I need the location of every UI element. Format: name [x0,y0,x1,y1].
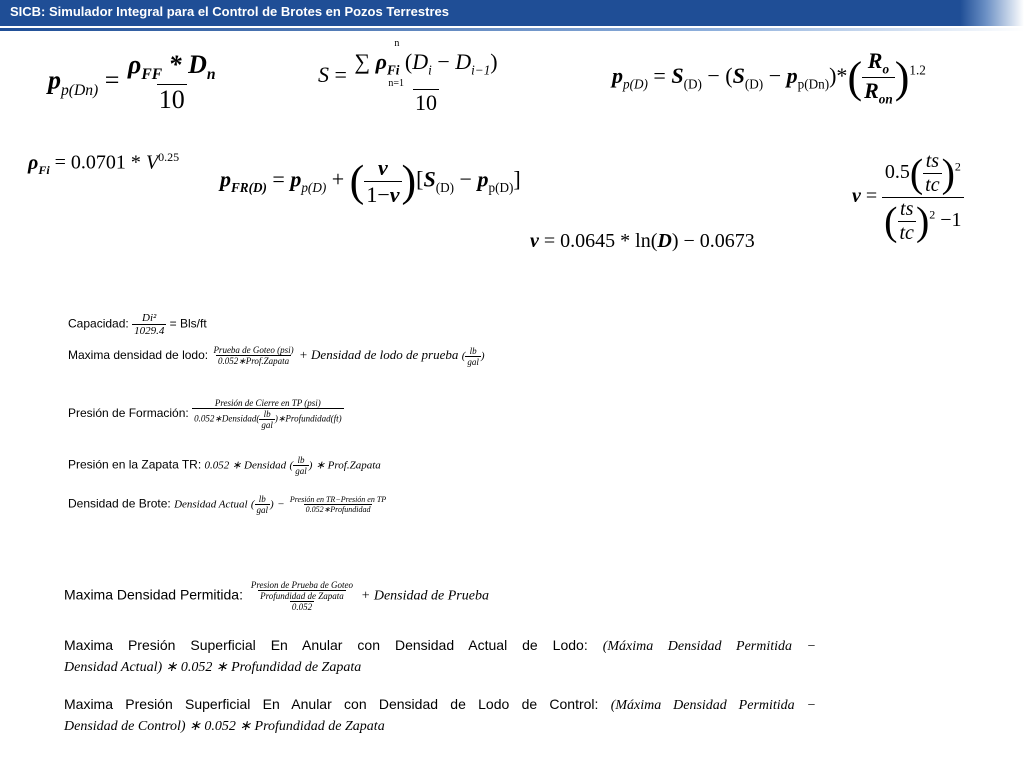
max-densidad-lodo-line: Maxima densidad de lodo: $\frac{\text{Prueba de Goteo (psi)}}{\text{0.052∗Prof.Zapata}}$ + Densidad de lodo de prueba ( $\frac{lb}{\text{gal}}$ ) [68,345,485,367]
unit-gal: gal [295,466,307,476]
formula-sum-s: S = n ∑ $\rho_{Fi}$ $(D_i - D_{i-1})$ n=1 10 [318,38,498,116]
presion-formacion-num: Presión de Cierre en TP (psi) [214,398,321,408]
title-bar-underline [0,28,1024,31]
title-bar-accent [960,0,1024,26]
unit-gal: gal [467,356,479,367]
unit-gal: gal [261,420,273,430]
max-presion-actual-text: Maxima Presión Superficial En Anular con Densidad Actual de Lodo: [64,637,588,653]
capacidad-label: Capacidad: [68,316,129,331]
max-permitida-num-den: Profundidad de Zapata [260,591,344,601]
formula-pfr-d: $p_{FR(D)} = p_{p(D)}$ + ( $\frac{\nu}{1-\nu}$ )$[S_{(D)} - p_{p(D)}]$ [220,155,521,207]
capacidad-tail: = Bls/ft [169,316,207,331]
presion-formacion-label: Presión de Formación: [68,406,189,421]
max-densidad-lodo-tail: + Densidad de lodo de prueba [299,347,459,363]
max-presion-actual-expr1: (Máxima Densidad Permitida − [602,639,817,654]
densidad-brote-den: 0.052∗Profundidad [305,505,371,514]
presion-formacion-den-a: 0.052∗Densidad [194,413,257,424]
max-densidad-permitida-label: Maxima Densidad Permitida: [64,586,243,603]
densidad-brote-expr-a: Densidad Actual [174,498,248,511]
presion-zapata-line: Presión en la Zapata TR: 0.052 ∗ Densidad ( $\frac{lb}{\text{gal}}$ ) ∗ Prof.Zapata [68,455,381,476]
max-densidad-lodo-den: 0.052∗Prof.Zapata [217,356,290,366]
formula-nu-ln: ν = 0.0645 * ln(D) − 0.0673 [530,230,755,252]
capacidad-line [68,312,207,337]
max-permitida-tail: + Densidad de Prueba [360,588,489,604]
max-presion-control-expr2: Densidad de Control) ∗ 0.052 ∗ Profundidad de Zapata [64,719,385,734]
unit-gal: gal [256,505,269,515]
unit-lb: lb [263,409,271,419]
max-densidad-lodo-num: Prueba de Goteo (psi) [213,345,294,355]
densidad-brote-minus: − [277,498,285,511]
densidad-brote-line: Densidad de Brote: Densidad Actual ( $\frac{lb}{\text{gal}}$ ) − $\frac{\text{Presión en TR−Presión en TP}}{\text{0.052∗Profundidad}}$ [68,494,387,515]
formula-nu-ratio: ν = 0.5( $\frac{ts}{tc}$ )$^2$ ( $\frac{ts}{tc}$ )$^2$ −1 [852,150,962,244]
page-title: SICB: Simulador Integral para el Control de Brotes en Pozos Terrestres [10,4,449,19]
presion-zapata-expr-b: ∗ Prof.Zapata [315,459,381,472]
max-presion-control-text: Maxima Presión Superficial En Anular con Densidad de Lodo de Control: [64,696,599,712]
presion-formacion-den-b: ∗Profundidad(ft) [277,413,342,424]
max-presion-control-block [64,696,816,735]
presion-zapata-expr-a: 0.052 ∗ Densidad [204,459,287,472]
max-densidad-permitida-line [64,580,489,612]
formula-rho-fi: $\rho_{Fi} = 0.0701 * V^{0.25}$ [28,150,180,177]
capacidad-num: Di² [142,312,157,324]
formula-pressure-pp-dn: $p_{p(Dn)}$ = $\frac{\rho_{FF} * D_n}{10}$ [48,50,216,115]
capacidad-den: 1029.4 [134,325,165,337]
formula-pp-d: $p_{p(D)} = S_{(D)} - (S_{(D)} - p_{p(Dn)})*$( $\frac{R_o}{R_{on}}$ )$^{1.2}$ [612,48,926,107]
max-presion-actual-expr2: Densidad Actual) ∗ 0.052 ∗ Profundidad de Zapata [64,660,362,675]
presion-formacion-line: Presión de Formación: Presión de Cierre en TP (psi) 0.052∗Densidad( $\frac{lb}{\text{gal}}$ )∗Profundidad(ft) [68,398,342,430]
unit-lb: lb [258,494,266,504]
densidad-brote-num: Presión en TR−Presión en TP [289,495,387,504]
unit-lb: lb [469,345,477,356]
max-presion-actual-block [64,637,816,676]
max-permitida-num-num: Presion de Prueba de Goteo [250,580,354,590]
max-permitida-den: 0.052 [291,602,313,612]
presion-zapata-label: Presión en la Zapata TR: [68,457,202,472]
unit-lb: lb [297,455,305,465]
max-densidad-lodo-label: Maxima densidad de lodo: [68,348,209,363]
densidad-brote-label: Densidad de Brote: [68,496,171,511]
max-presion-control-expr1: (Máxima Densidad Permitida − [610,698,817,713]
